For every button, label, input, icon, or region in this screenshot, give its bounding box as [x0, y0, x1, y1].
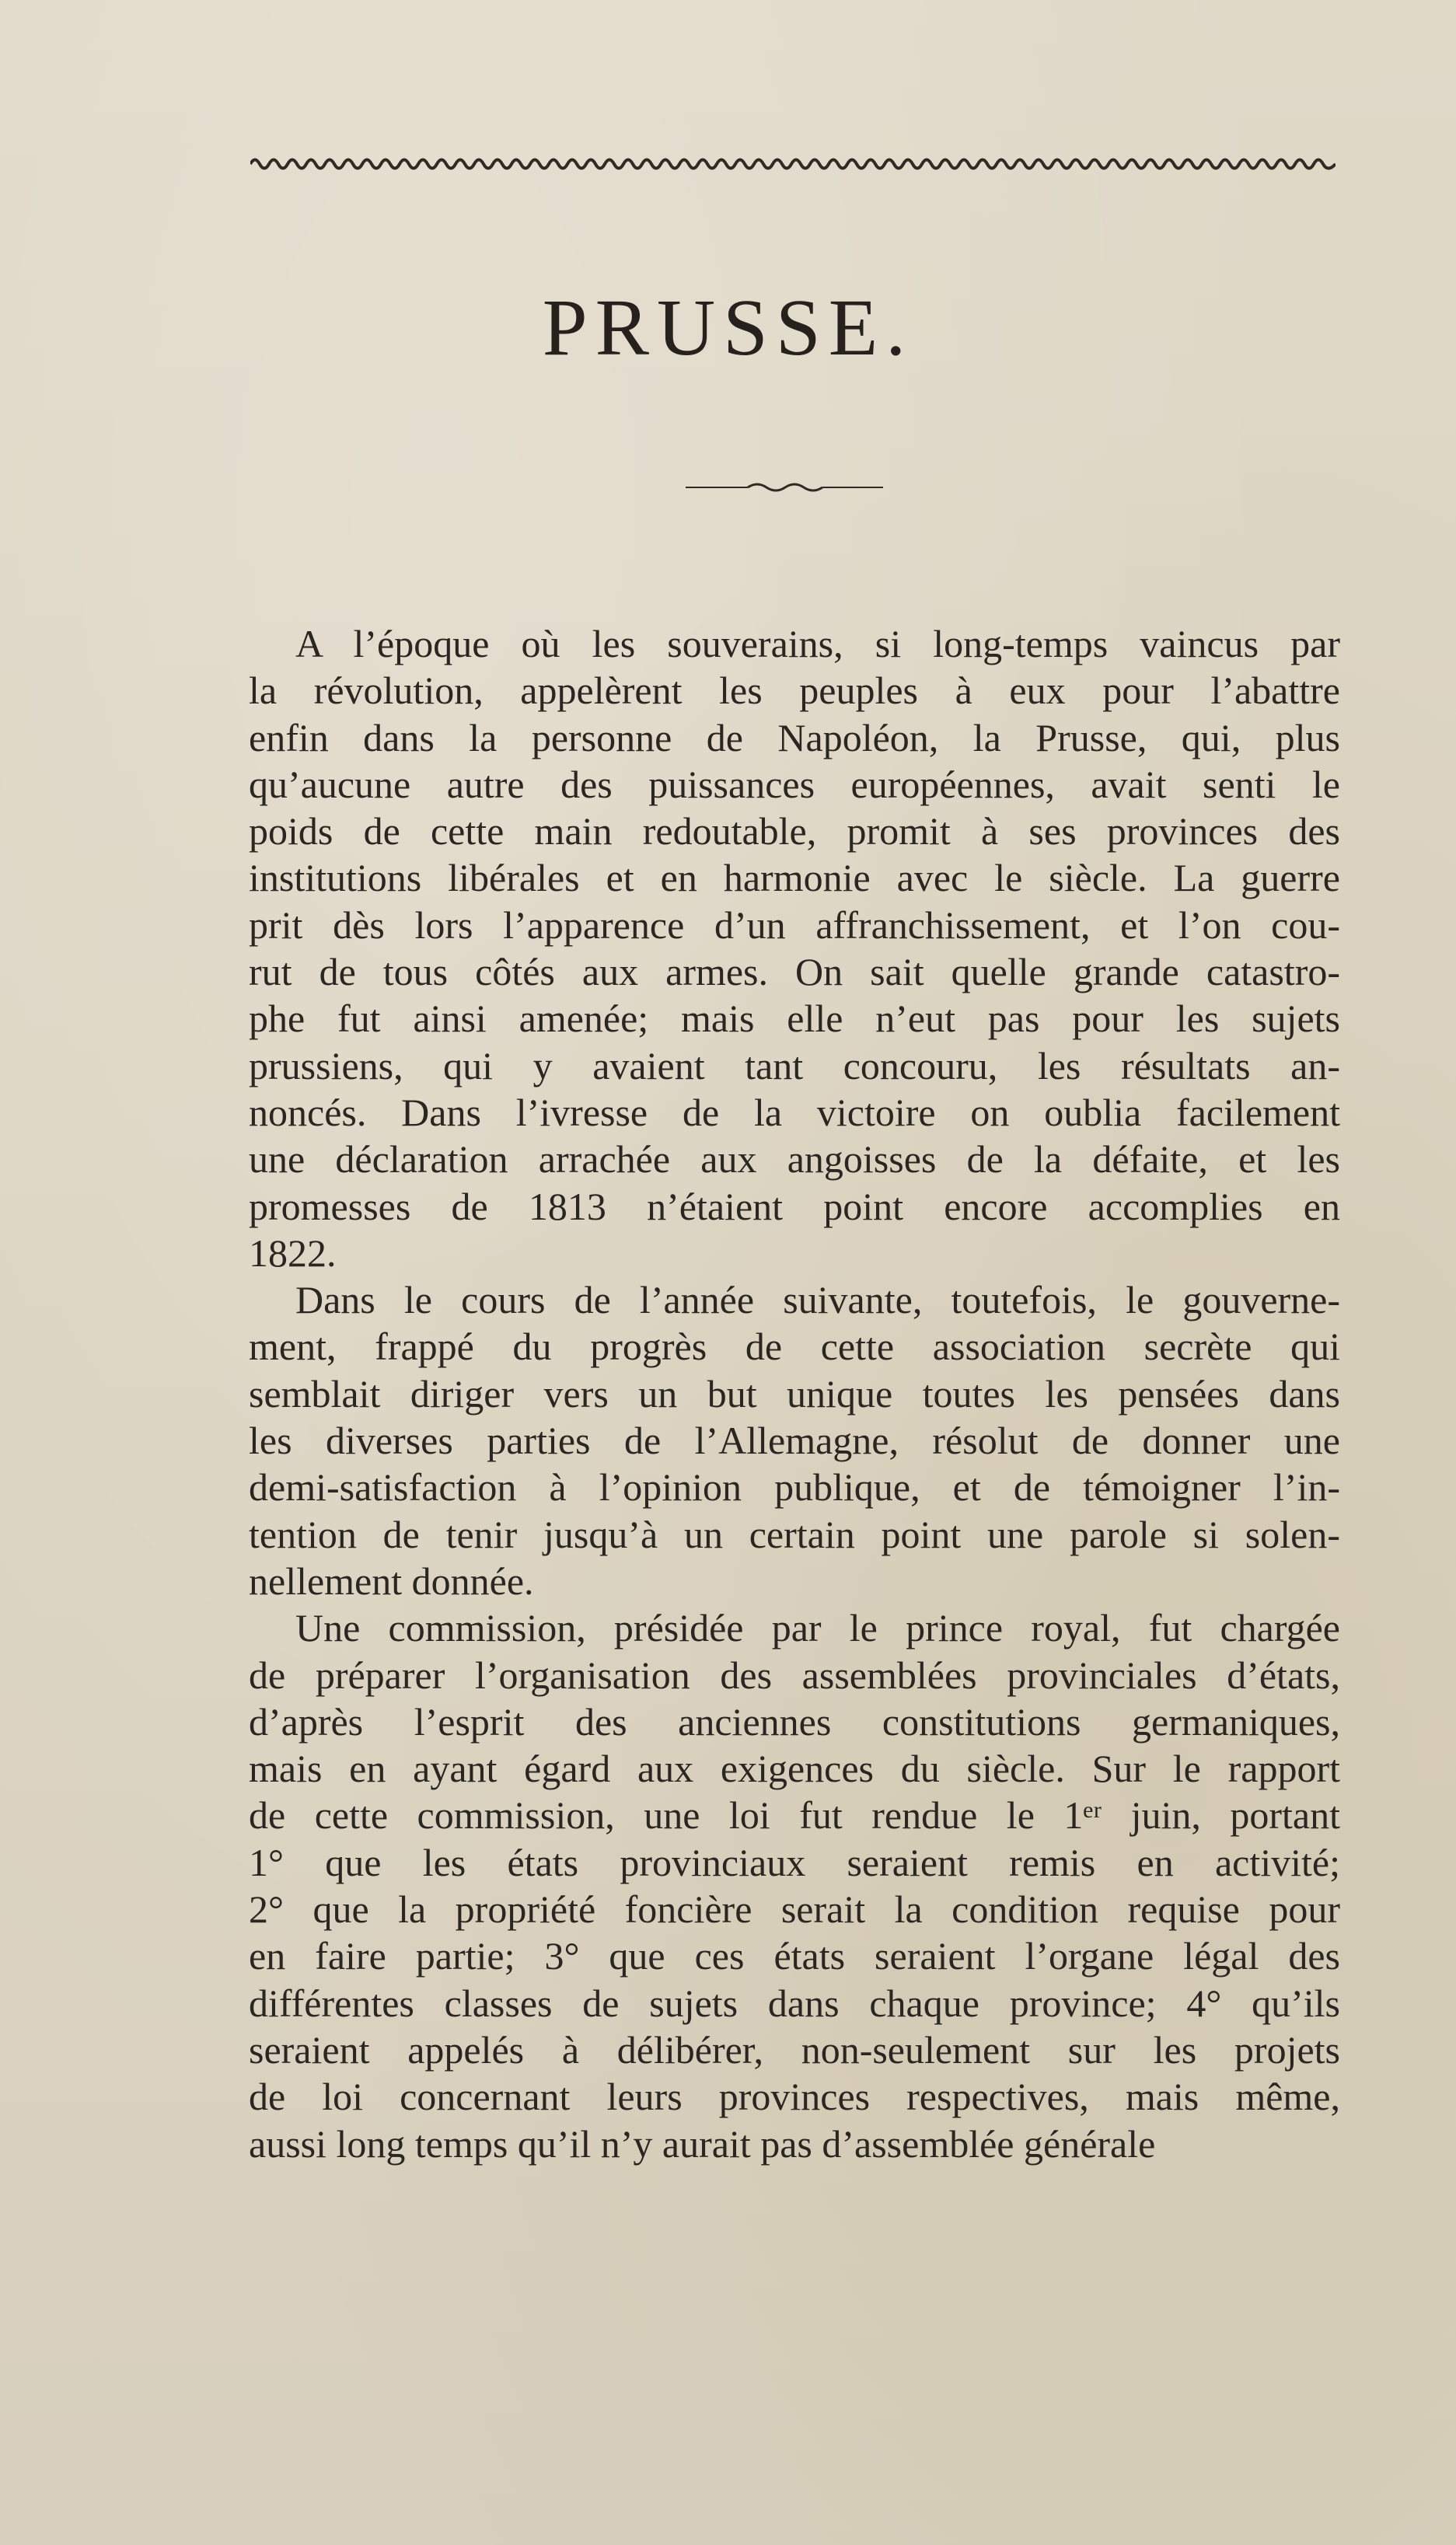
text-line	[249, 948, 1340, 995]
text-line-content: les diverses parties de l’Allemagne, résolut de donner une	[249, 1419, 1340, 1463]
text-line	[249, 1417, 1340, 1464]
text-line-content: prussiens, qui y avaient tant concouru, les résultats an-	[249, 1043, 1340, 1087]
text-line-content: 1° que les états provinciaux seraient remis en activité;	[249, 1840, 1340, 1884]
text-line-content: en faire partie; 3° que ces états seraient l’organe légal des	[249, 1934, 1340, 1978]
text-line-content: différentes classes de sujets dans chaque province; 4° qu’ils	[249, 1981, 1340, 2025]
text-line	[249, 1698, 1340, 1745]
text-line-content: A l’époque où les souverains, si long-temps vaincus par	[295, 622, 1340, 665]
text-line-content: de préparer l’organisation des assemblées provinciales d’états,	[249, 1653, 1340, 1697]
text-line-content: Dans le cours de l’année suivante, toutefois, le gouverne-	[295, 1278, 1340, 1322]
text-line	[249, 2073, 1340, 2120]
text-line	[249, 1136, 1340, 1182]
body-text	[249, 620, 1340, 2167]
text-line-content: seraient appelés à délibérer, non-seulement sur les projets	[249, 2027, 1340, 2072]
text-line	[249, 2027, 1340, 2073]
text-line	[249, 1652, 1340, 1698]
text-line-content: 2° que la propriété foncière serait la condition requise pour	[249, 1887, 1340, 1932]
text-line-content: phe fut ainsi amenée; mais elle n’eut pas pour les sujets	[249, 997, 1340, 1041]
text-line	[249, 1886, 1340, 1932]
text-line	[249, 808, 1340, 854]
text-line-content: demi-satisfaction à l’opinion publique, et de témoigner l’in-	[249, 1465, 1340, 1510]
text-line	[249, 1230, 1340, 1276]
text-line	[249, 1183, 1340, 1230]
text-line-content: de loi concernant leurs provinces respectives, mais même,	[249, 2075, 1340, 2119]
text-line-content: rut de tous côtés aux armes. On sait quelle grande catastro-	[249, 950, 1340, 994]
text-line	[249, 1558, 1340, 1604]
title-divider-ornament	[686, 480, 883, 494]
text-line-content: aussi long temps qu’il n’y aurait pas d’assemblée générale	[249, 2121, 1156, 2166]
text-line	[249, 902, 1340, 948]
paragraph	[249, 1276, 1340, 1604]
text-line-content: 1822.	[249, 1231, 337, 1275]
text-line	[249, 667, 1340, 714]
text-line	[249, 854, 1340, 901]
text-line-content: qu’aucune autre des puissances européennes, avait senti le	[249, 762, 1340, 806]
text-line	[249, 1792, 1340, 1838]
text-line-content: poids de cette main redoutable, promit à ses provinces des	[249, 809, 1340, 854]
paragraph	[249, 1604, 1340, 2167]
text-line-content: une déclaration arrachée aux angoisses de la défaite, et les	[249, 1137, 1340, 1182]
text-line	[249, 1745, 1340, 1792]
text-line	[249, 714, 1340, 761]
text-line-content: mais en ayant égard aux exigences du siècle. Sur le rapport	[249, 1747, 1340, 1791]
text-line	[249, 1932, 1340, 1979]
text-line	[249, 1276, 1340, 1323]
text-line	[249, 761, 1340, 808]
text-line-content: nellement donnée.	[249, 1559, 534, 1603]
decorative-border-ornament	[250, 154, 1336, 174]
text-line-content: promesses de 1813 n’étaient point encore accomplies en	[249, 1184, 1340, 1228]
text-line	[249, 1839, 1340, 1886]
text-line-content: enfin dans la personne de Napoléon, la Prusse, qui, plus	[249, 715, 1340, 759]
text-line	[249, 1511, 1340, 1558]
text-line	[249, 1323, 1340, 1370]
text-line	[249, 1042, 1340, 1089]
text-line	[249, 1980, 1340, 2027]
page-title: PRUSSE.	[542, 283, 914, 372]
text-line-content: Une commission, présidée par le prince royal, fut chargée	[295, 1606, 1340, 1650]
text-line-content: noncés. Dans l’ivresse de la victoire on oublia facilement	[249, 1090, 1340, 1134]
text-line-content: la révolution, appelèrent les peuples à eux pour l’abattre	[249, 669, 1340, 713]
text-line-content: de cette commission, une loi fut rendue le 1ᵉʳ juin, portant	[249, 1793, 1340, 1838]
paragraph	[249, 620, 1340, 1276]
text-line	[249, 1604, 1340, 1651]
decorative-border-line	[250, 160, 1336, 169]
text-line	[249, 995, 1340, 1042]
text-line	[249, 1089, 1340, 1136]
text-line-content: institutions libérales et en harmonie avec le siècle. La guerre	[249, 856, 1340, 900]
text-line-content: d’après l’esprit des anciennes constitutions germaniques,	[249, 1699, 1340, 1744]
text-line	[249, 2121, 1340, 2167]
text-line	[249, 620, 1340, 667]
text-line	[249, 1464, 1340, 1510]
text-line-content: tention de tenir jusqu’à un certain point une parole si solen-	[249, 1512, 1340, 1556]
text-line-content: ment, frappé du progrès de cette association secrète qui	[249, 1325, 1340, 1369]
text-line-content: prit dès lors l’apparence d’un affranchissement, et l’on cou-	[249, 902, 1340, 947]
text-line	[249, 1370, 1340, 1417]
text-line-content: semblait diriger vers un but unique toutes les pensées dans	[249, 1371, 1340, 1416]
divider-center-flourish	[748, 484, 822, 490]
